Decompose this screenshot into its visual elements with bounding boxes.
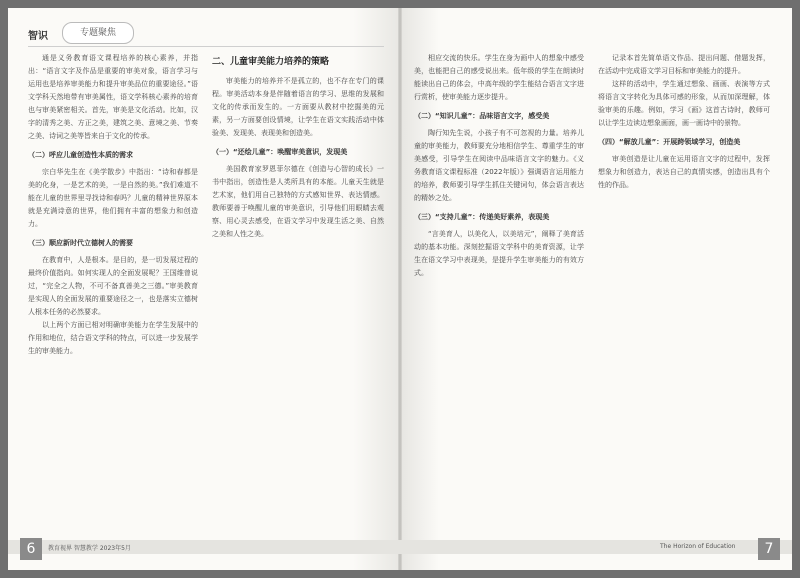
- paragraph: “言美育人，以美化人，以美培元”，阐释了美育活动的基本功能。深刻挖掘语文学科中的美育资源，让学生在语文学习中表现美，是提升学生审美能力的有效方式。: [414, 230, 584, 277]
- paragraph: 记录本首先简单语文作品、提出问题、借题发挥，在活动中完成语文学习目标和审美能力的提升。: [598, 54, 770, 75]
- left-column-2: [212, 52, 384, 534]
- right-footer-caption: The Horizon of Education: [660, 543, 736, 550]
- paragraph: 通是义务教育语文课程培养的核心素养，并指出：“语言文字及作品是重要的审美对象，语言学习与运用也是培养审美能力和提升审美品位的重要途径。”语文学科天然地带有审美属性，语文学科核心素养的培育也与审美紧密相关。首先，审美是文化活动。比如，汉字的清秀之美、方正之美，建筑之美、意境之美、节奏之美、诗词之美等皆来自于文化的传承。: [28, 54, 198, 140]
- paragraph: 在教育中，人是根本。是目的，是一切发展过程的最终价值指向。如何实现人的全面发展呢？王国维曾说过，“完全之人物，不可不备真善美之三德。”审美教育是实现人的全面发展的重要途径之一，也是落实立德树人根本任务的必然要求。: [28, 256, 198, 316]
- paragraph: 这样的活动中，学生通过想象、画画、表演等方式将语言文字转化为具体可感的形象，从而加深理解，体验审美的乐趣。例如，学习《画》这首古诗时，教师可以让学生边读边想象画面，画一画诗中的景物。: [598, 80, 770, 127]
- subheading: （三）顺应新时代立德树人的需要: [28, 239, 133, 247]
- feature-tab: [62, 22, 134, 44]
- paragraph: 以上两个方面已相对明确审美能力在学生发展中的作用和地位，结合语文学科的特点，可以进一步发展学生的审美能力。: [28, 321, 198, 355]
- paragraph: 美国教育家罗恩菲尔德在《创造与心智的成长》一书中指出，创造性是人类所具有的本能。儿童天生就是艺术家，他们用自己独特的方式感知世界、表达情感。教师要善于唤醒儿童的审美意识，引导他们用眼睛去观察、用心灵去感受，在语文学习中发现生活之美、自然之美和人性之美。: [212, 165, 384, 238]
- book-gutter: [398, 8, 402, 570]
- subheading: （二）呼应儿童创造性本质的需求: [28, 151, 133, 159]
- section-label: 智识: [28, 31, 48, 42]
- right-page-number: 7: [758, 538, 780, 560]
- paragraph: 审美能力的培养并不是孤立的，也不存在专门的课程。审美活动本身是伴随着语言的学习、思维的发展和文化的传承而发生的。一方面要从教材中挖掘美的元素，另一方面要创设情境，让学生在语文实践活动中体验美、发现美、表现美和创造美。: [212, 77, 384, 137]
- subheading: （二）“知识儿童”：品味语言文字，感受美: [414, 112, 550, 120]
- paragraph: 相应交流的快乐。学生在身为画中人的想象中感受美，也能把自己的感受说出来。低年级的学生在朗读时能读出自己的体会，中高年级的学生能结合语言文字进行赏析，使审美能力逐步提升。: [414, 54, 584, 101]
- right-column-1: [414, 52, 584, 534]
- header-rule: [28, 46, 384, 47]
- subheading: （一）“还绘儿童”：唤醒审美意识，发现美: [212, 148, 348, 156]
- section-heading: 二、儿童审美能力培养的策略: [212, 57, 330, 67]
- subheading: （三）“支持儿童”：传递美好素养，表现美: [414, 213, 550, 221]
- left-footer-caption: 教育视界 智慧教学 2023年5月: [48, 545, 131, 552]
- subheading: （四）“解放儿童”：开展跨领域学习，创造美: [598, 138, 741, 146]
- paragraph: 陶行知先生说，小孩子有不可忽视的力量。培养儿童的审美能力，教师要充分地相信学生、尊重学生的审美感受，引导学生在阅读中品味语言文字的魅力。《义务教育语文课程标准（2022年版）》强调语言运用能力的培养，教师要引导学生抓住关键词句，体会语言表达的精妙之处。: [414, 129, 584, 202]
- feature-label: 专题聚焦: [79, 28, 116, 38]
- paragraph: 宗白华先生在《美学散步》中指出：“诗和春都是美的化身，一是艺术的美，一是自然的美。”我们难道不能在儿童的世界里寻找诗和春吗？儿童的精神世界原本就是充满诗意的世界，他们拥有丰富的想象力和创造力。: [28, 168, 198, 228]
- left-column-1: [28, 52, 198, 534]
- right-column-2: [598, 52, 770, 534]
- left-page-number: 6: [20, 538, 42, 560]
- paragraph: 审美创造是让儿童在运用语言文字的过程中，发挥想象力和创造力，表达自己的真情实感，创造出具有个性的作品。: [598, 155, 770, 189]
